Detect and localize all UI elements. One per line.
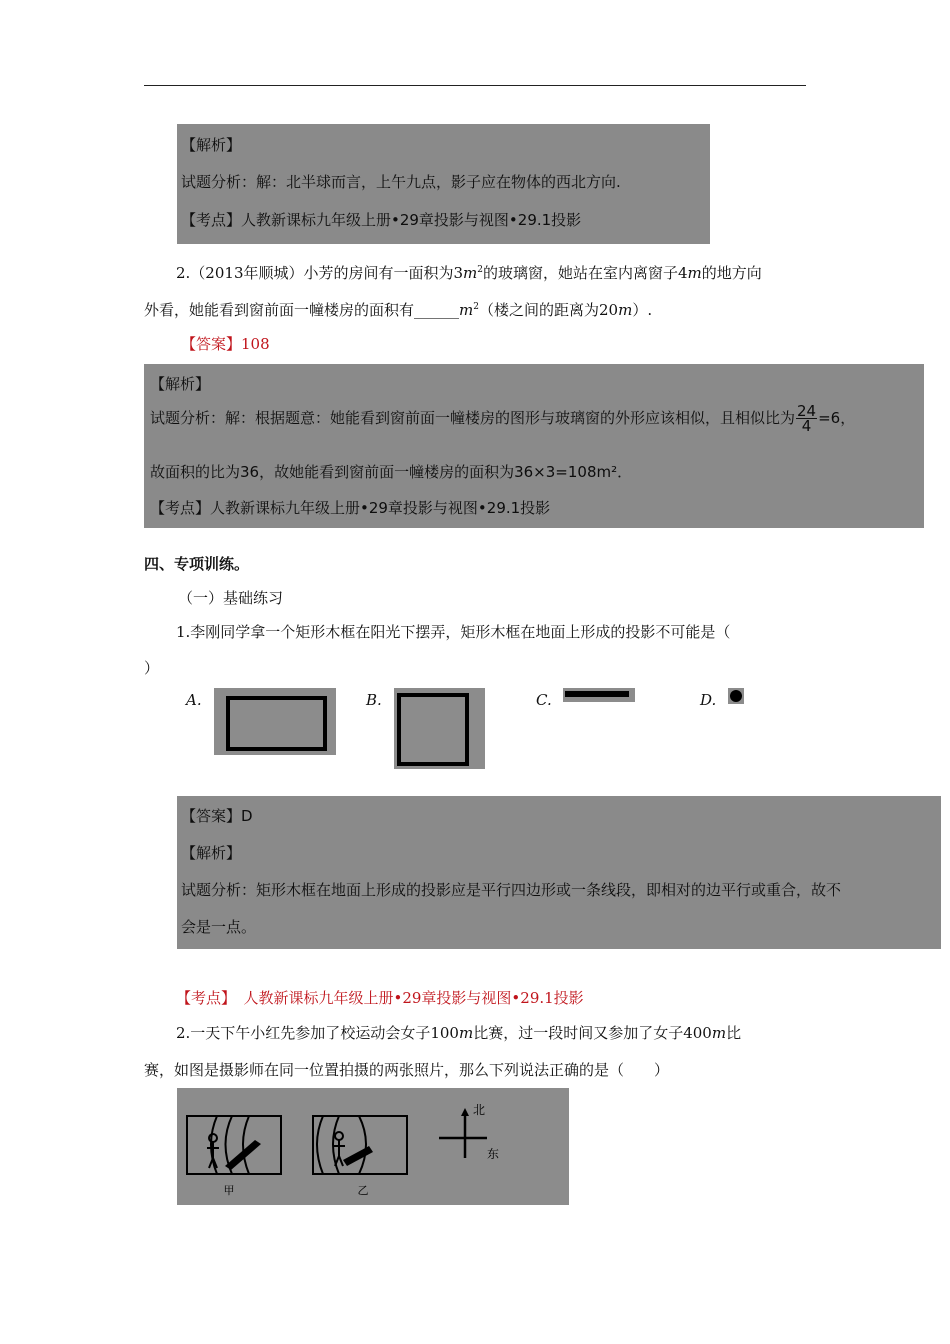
- question-4-line-1: 2.一天下午小红先参加了校运动会女子100m比赛，过一段时间又参加了女子400m比: [176, 1024, 742, 1042]
- answer-2: 【答案】108: [181, 335, 270, 353]
- section-heading: 四、专项训练。: [144, 555, 250, 573]
- question-3-line-1: 1.李刚同学拿一个矩形木框在阳光下摆弄，矩形木框在地面上形成的投影不可能是（: [176, 623, 731, 641]
- fig-label-yi: 乙: [357, 1184, 369, 1197]
- option-a-label: A.: [186, 691, 202, 709]
- question-3-line-2: ）: [144, 659, 160, 677]
- fig-label-jia: 甲: [223, 1184, 235, 1197]
- answer-3: 【答案】D: [181, 807, 253, 825]
- shadow-yi: [343, 1146, 373, 1166]
- compass-east: 东: [487, 1147, 500, 1161]
- analysis-text-line-2: 故面积的比为36，故她能看到窗前面一幢楼房的面积为36×3=108m²．: [150, 463, 633, 481]
- analysis-box-3: [177, 796, 941, 949]
- option-d-label: D.: [700, 691, 717, 709]
- similarity-ratio-fraction: $\frac{24}{4}$: [797, 402, 817, 435]
- option-a-figure: [214, 688, 336, 755]
- question-2-line-2: 外看，她能看到窗前面一幢楼房的面积有$\_\_\_\_\_\_m^2$（楼之间的距离为20m）.: [144, 301, 653, 319]
- photos-figure-drawing: [177, 1088, 569, 1205]
- question-4-line-2: 赛，如图是摄影师在同一位置拍摄的两张照片，那么下列说法正确的是（ ）: [144, 1061, 670, 1079]
- compass-north: 北: [473, 1103, 486, 1117]
- option-c-figure: [563, 688, 635, 702]
- option-b-figure: [394, 688, 485, 769]
- kaodian-text: 【考点】人教新课标九年级上册•29章投影与视图•29.1投影: [181, 211, 582, 229]
- option-c-label: C.: [536, 691, 552, 709]
- section-subheading: （一）基础练习: [178, 589, 284, 607]
- analysis-title: 【解析】: [181, 844, 242, 862]
- analysis-title: 【解析】: [181, 136, 242, 154]
- compass: [439, 1112, 487, 1158]
- kaodian-3: 【考点】 人教新课标九年级上册•29章投影与视图•29.1投影: [176, 989, 584, 1007]
- analysis-text-line-1: 试题分析：解：根据题意：她能看到窗前面一幢楼房的图形与玻璃窗的外形应该相似，且相似比为 $\frac{24}{4}$ =6，: [150, 402, 856, 435]
- option-d-figure: [728, 688, 744, 704]
- compass-arrow-icon: [461, 1108, 469, 1116]
- analysis-text: 试题分析：解：北半球而言，上午九点，影子应在物体的西北方向.: [181, 173, 621, 191]
- analysis-title: 【解析】: [150, 375, 211, 393]
- option-b-label: B.: [366, 691, 382, 709]
- header-rule: [144, 85, 806, 86]
- photo-yi: [313, 1116, 407, 1174]
- kaodian-text: 【考点】人教新课标九年级上册•29章投影与视图•29.1投影: [150, 499, 551, 517]
- question-2-line-1: 2.（2013年顺城）小芳的房间有一面积为$3m^2$的玻璃窗，她站在室内离窗子4m的地方向: [176, 264, 762, 282]
- analysis-text-line-1: 试题分析：矩形木框在地面上形成的投影应是平行四边形或一条线段，即相对的边平行或重合，故不: [181, 881, 842, 899]
- analysis-text-line-2: 会是一点。: [181, 918, 257, 936]
- photos-figure: [177, 1088, 569, 1205]
